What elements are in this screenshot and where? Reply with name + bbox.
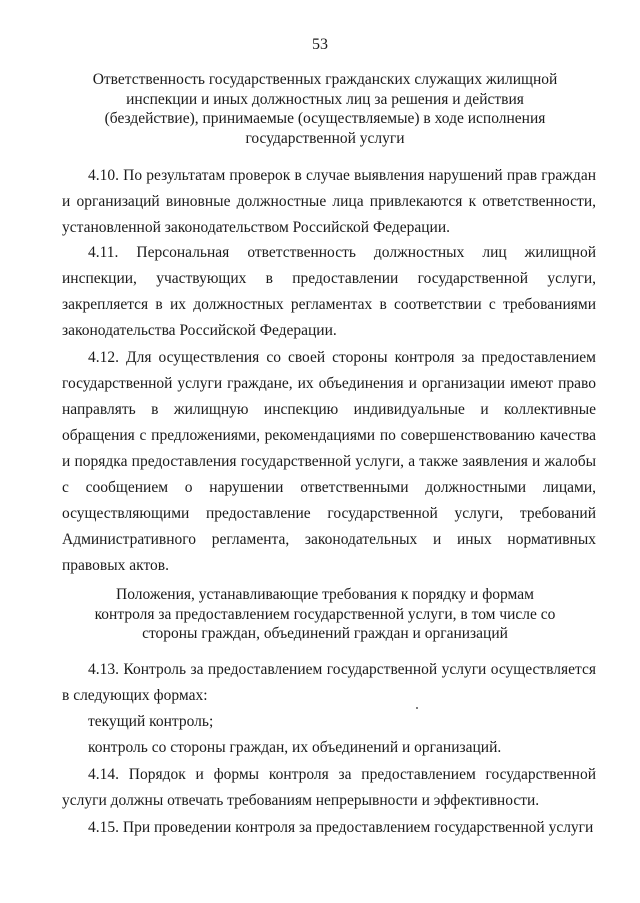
paragraph-4-11: 4.11. Персональная ответственность должностных лиц жилищной инспекции, участвующих в предоставлении государственной услуги, закрепляется в их должностных регламентах в соответствии с требованиями законодательства Российской Федерации. — [62, 244, 596, 339]
paragraph-4-13: 4.13. Контроль за предоставлением государственной услуги осуществляется в следующих формах: — [62, 661, 596, 704]
page-number: 53 — [312, 36, 328, 53]
list-item-current-control: текущий контроль; — [88, 713, 214, 730]
paragraph-4-15: 4.15. При проведении контроля за предоставлением государственной услуги — [88, 819, 594, 836]
scan-speck — [416, 707, 418, 709]
paragraph-4-12: 4.12. Для осуществления со своей стороны контроля за предоставлением государственной услуги граждане, их объединения и организации имеют право направлять в жилищную инспекцию индивидуальные и коллективные обращения с предложениями, рекомендациями по совершенствованию качества и порядка предоставления государственной услуги, а также заявления и жалобы с сообщением о нарушении ответственными должностными лицами, осуществляющими предоставление государственной услуги, требований Административного регламента, законодательных и иных нормативных правовых актов. — [62, 349, 596, 574]
paragraph-4-10: 4.10. По результатам проверок в случае выявления нарушений прав граждан и организаций виновные должностные лица привлекаются к ответственности, установленной законодательством Российской Федерации. — [62, 167, 596, 236]
paragraph-4-14: 4.14. Порядок и формы контроля за предоставлением государственной услуги должны отвечать требованиям непрерывности и эффективности. — [62, 766, 596, 809]
section-heading-control-provisions: Положения, устанавливающие требования к порядку и формам контроля за предоставлением государственной услуги, в том числе со стороны граждан, объединений граждан и организаций — [94, 586, 556, 642]
list-item-citizen-control: контроль со стороны граждан, их объединений и организаций. — [88, 739, 502, 756]
section-heading-responsibility: Ответственность государственных гражданских служащих жилищной инспекции и иных должностных лиц за решения и действия (бездействие), принимаемые (осуществляемые) в ходе исполнения государственной услуги — [92, 71, 558, 147]
